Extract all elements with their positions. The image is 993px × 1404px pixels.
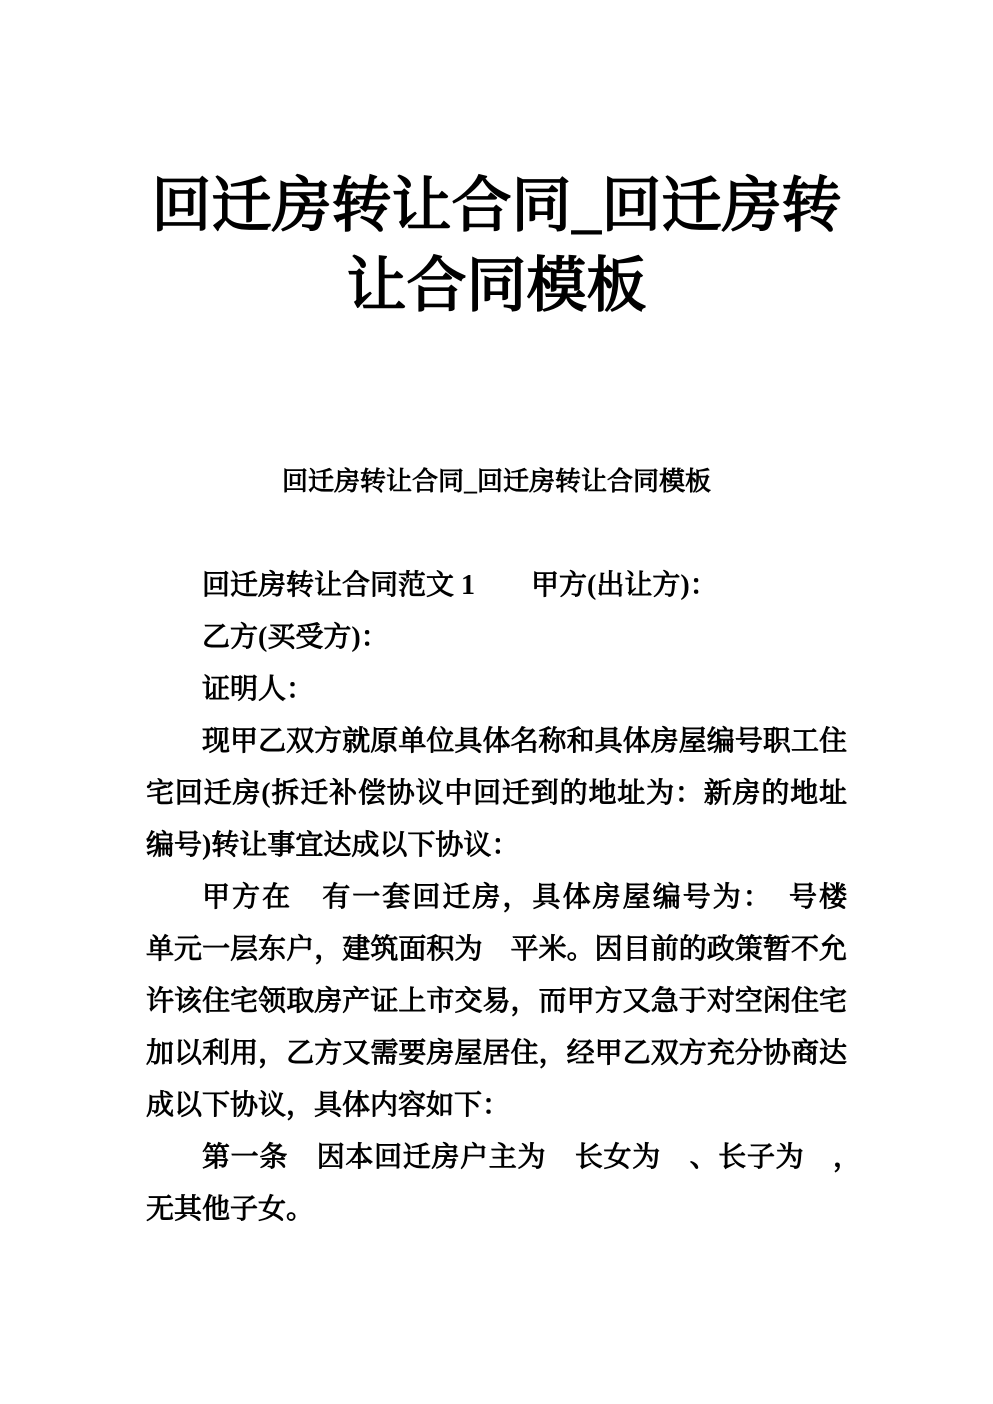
- document-body: [146, 560, 876, 1236]
- document-title: 回迁房转让合同_回迁房转让合同模板: [151, 173, 842, 319]
- document-subtitle: 回迁房转让合同_回迁房转让合同模板: [281, 467, 711, 496]
- paragraph-clause-1: 第一条 因本回迁房户主为 长女为 、长子为 ， 无其他子女。: [146, 1142, 876, 1225]
- paragraph-background: 甲方在 有一套回迁房，具体房屋编号为： 号楼 单元一层东户，建筑面积为 平米。因目前的政策暂不允许该住宅领取房产证上市交易，而甲方又急于对空闲住宅加以利用，乙方又需要房屋居住，经甲乙双方充分协商达成以下协议，具体内容如下：: [146, 882, 876, 1121]
- document-content: [146, 0, 876, 1236]
- paragraph-yifang: 乙方(买受方)：: [202, 622, 389, 653]
- paragraph-zhengmingren: 证明人：: [202, 674, 315, 705]
- paragraph-parties-jiafang: 回迁房转让合同范文 1 甲方(出让方)：: [202, 570, 718, 601]
- paragraph-preamble: 现甲乙双方就原单位具体名称和具体房屋编号职工住宅回迁房(拆迁补偿协议中回迁到的地址为：新房的地址编号)转让事宜达成以下协议：: [146, 726, 847, 861]
